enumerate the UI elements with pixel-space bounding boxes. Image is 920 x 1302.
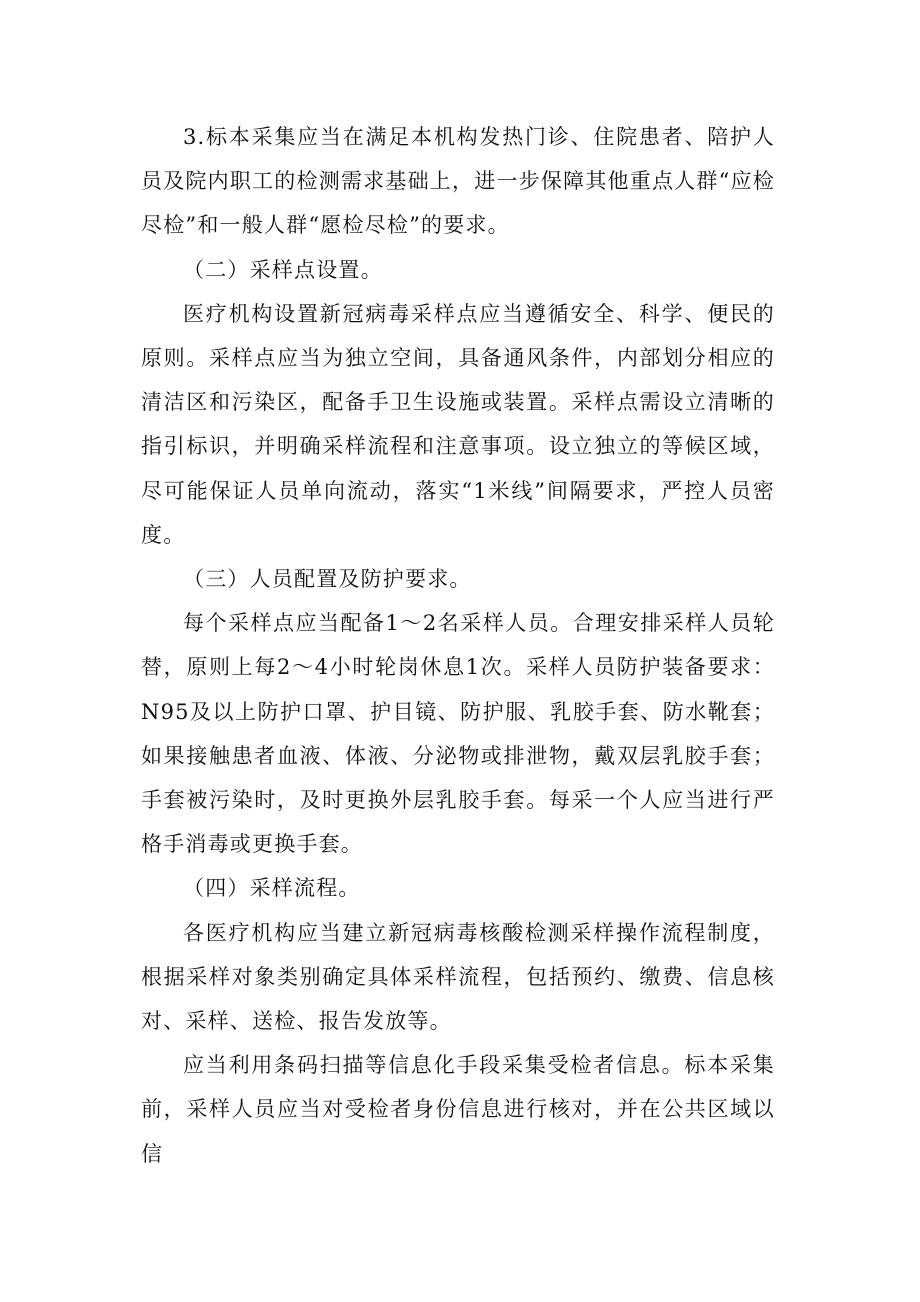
paragraph-sampling-process: 各医疗机构应当建立新冠病毒核酸检测采样操作流程制度，根据采样对象类别确定具体采样流程，包括预约、缴费、信息核对、采样、送检、报告发放等。	[141, 920, 775, 1034]
paragraph-sample-collection-requirement: 3.标本采集应当在满足本机构发热门诊、住院患者、陪护人员及院内职工的检测需求基础上，进一步保障其他重点人群“应检尽检”和一般人群“愿检尽检”的要求。	[141, 125, 775, 238]
section-heading-sampling-process: （四）采样流程。	[183, 876, 361, 901]
paragraph-staffing-protection: 每个采样点应当配备1～2名采样人员。合理安排采样人员轮替，原则上每2～4小时轮岗休息1次。采样人员防护装备要求：N95及以上防护口罩、护目镜、防护服、乳胶手套、防水靴套；如果接触患者血液、体液、分泌物或排泄物，戴双层乳胶手套；手套被污染时，及时更换外层乳胶手套。每采一个人应当进行严格手消毒或更换手套。	[141, 611, 775, 857]
document-body	[141, 115, 775, 1176]
paragraph-sampling-point-setup: 医疗机构设置新冠病毒采样点应当遵循安全、科学、便民的原则。采样点应当为独立空间，具备通风条件，内部划分相应的清洁区和污染区，配备手卫生设施或装置。采样点需设立清晰的指引标识，并明确采样流程和注意事项。设立独立的等候区域，尽可能保证人员单向流动，落实“1米线”间隔要求，严控人员密度。	[141, 301, 775, 547]
paragraph-information-collection: 应当利用条码扫描等信息化手段采集受检者信息。标本采集前，采样人员应当对受检者身份信息进行核对，并在公共区域以信	[141, 1053, 775, 1166]
section-heading-sampling-point-setup: （二）采样点设置。	[183, 257, 383, 282]
section-heading-staffing-protection: （三）人员配置及防护要求。	[183, 567, 472, 592]
